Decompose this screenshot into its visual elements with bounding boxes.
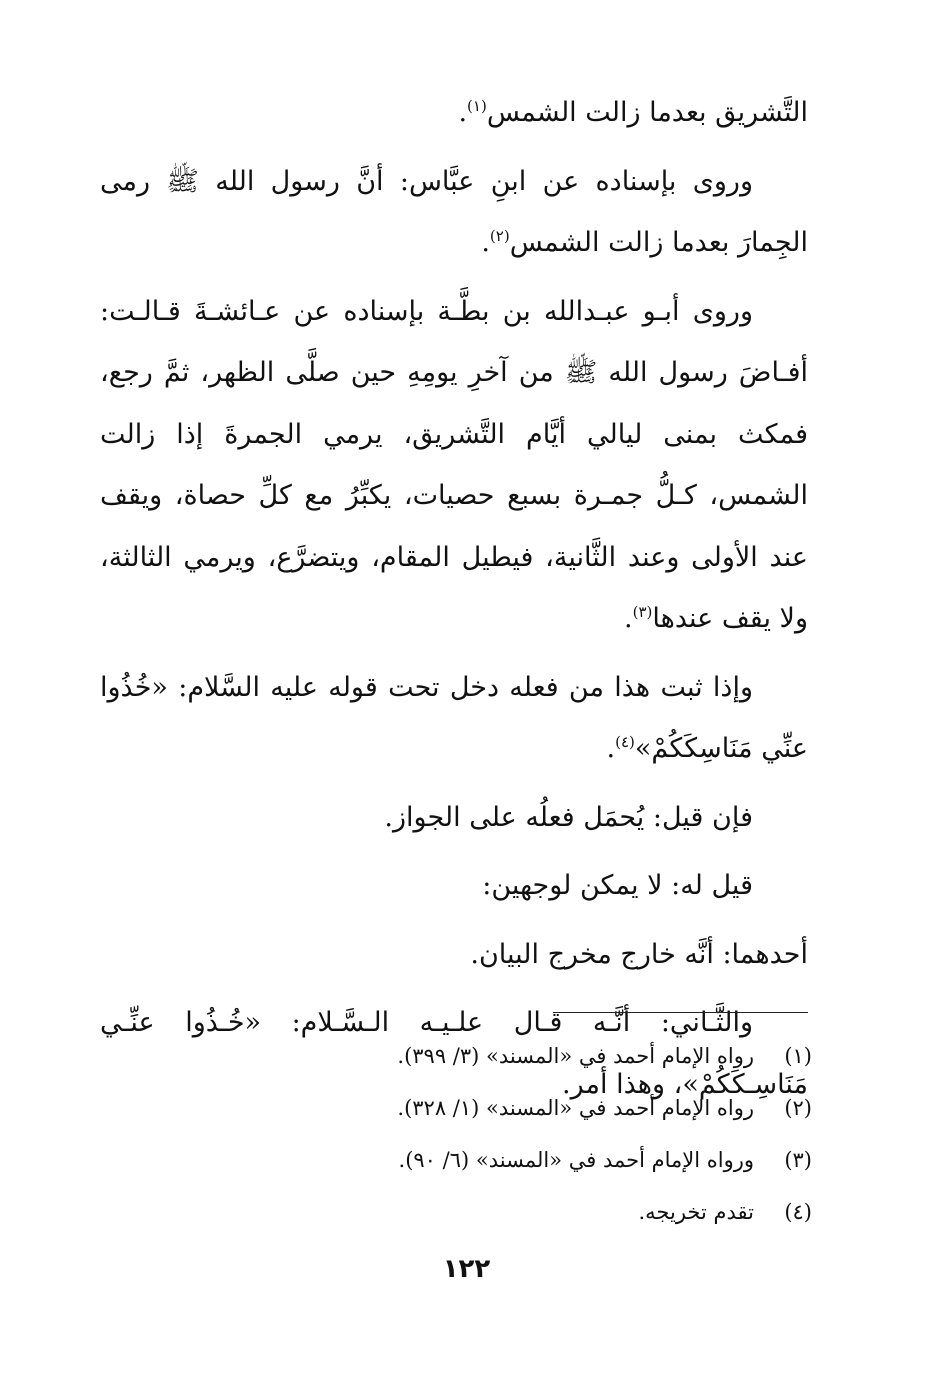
footnote-ref-4: (٤) xyxy=(615,733,635,751)
footnote-ref-1: (١) xyxy=(467,97,487,115)
footnote-ref-3: (٣) xyxy=(632,603,653,621)
footnote-number: (٢) xyxy=(784,1096,812,1120)
footnote-1 xyxy=(100,1030,812,1082)
footnote-number: (٤) xyxy=(784,1200,812,1224)
footnotes xyxy=(100,1030,812,1238)
paragraph-6: قيل له: لا يمكن لوجهين: xyxy=(482,870,753,901)
footnote-ref-2: (٢) xyxy=(489,227,510,245)
paragraph-3: وروى أبـو عبـدالله بن بطَّـة بإسناده عن عـائشـةَ قـالـت: أفـاضَ رسول الله ﷺ من آخرِ يومِهِ حين صلَّى الظهر، ثمَّ رجع، فمكث بمنى ليالي أيَّام التَّشريق، يرمي الجمرةَ إذا زالت الشمس، كـلُّ جمـرة بسبع حصيات، يكبِّرُ مع كلِّ حصاة، ويقف عند الأولى وعند الثَّانية، فيطيل المقام، ويتضرَّع، ويرمي الثالثة، ولا يقف عندها$^{(٣)}$. xyxy=(100,295,808,634)
paragraph-1: التَّشريق بعدما زالت الشمس$^{(١)}$. xyxy=(458,97,808,128)
page-number: ١٢٢ xyxy=(442,1254,491,1284)
footnote-2 xyxy=(100,1082,812,1134)
footnote-separator xyxy=(553,1012,808,1013)
footnote-number: (١) xyxy=(784,1044,812,1068)
footnote-4 xyxy=(100,1186,812,1238)
paragraph-4: وإذا ثبت هذا من فعله دخل تحت قوله عليه السَّلام: «خُذُوا عنِّي مَنَاسِكَكُمْ»$^{(٤)}$. xyxy=(100,671,808,764)
paragraph-5: فإن قيل: يُحمَل فعلُه على الجواز. xyxy=(384,801,753,833)
main-text xyxy=(100,82,808,1122)
footnote-text: رواه الإمام أحمد في «المسند» (٣/ ٣٩٩). xyxy=(397,1044,754,1068)
footnote-text: رواه الإمام أحمد في «المسند» (١/ ٣٢٨). xyxy=(397,1096,754,1120)
footnote-number: (٣) xyxy=(784,1148,812,1172)
paragraph-2: وروى بإسناده عن ابنِ عبَّاس: أنَّ رسول الله ﷺ رمى الجِمارَ بعدما زالت الشمس$^{(٢)}$. xyxy=(100,165,808,258)
paragraph-7: أحدهما: أنَّه خارج مخرج البيان. xyxy=(470,938,808,970)
footnote-text: تقدم تخريجه. xyxy=(638,1200,754,1224)
footnote-text: ورواه الإمام أحمد في «المسند» (٦/ ٩٠). xyxy=(398,1148,754,1172)
footnote-3 xyxy=(100,1134,812,1186)
paragraph-8: والثَّـاني: أنَّـه قـال علـيـه الـسَّـلام: «خُـذُوا عنِّـي مَنَاسِـكَكُمْ»، وهذا أمر. xyxy=(100,1007,808,1100)
